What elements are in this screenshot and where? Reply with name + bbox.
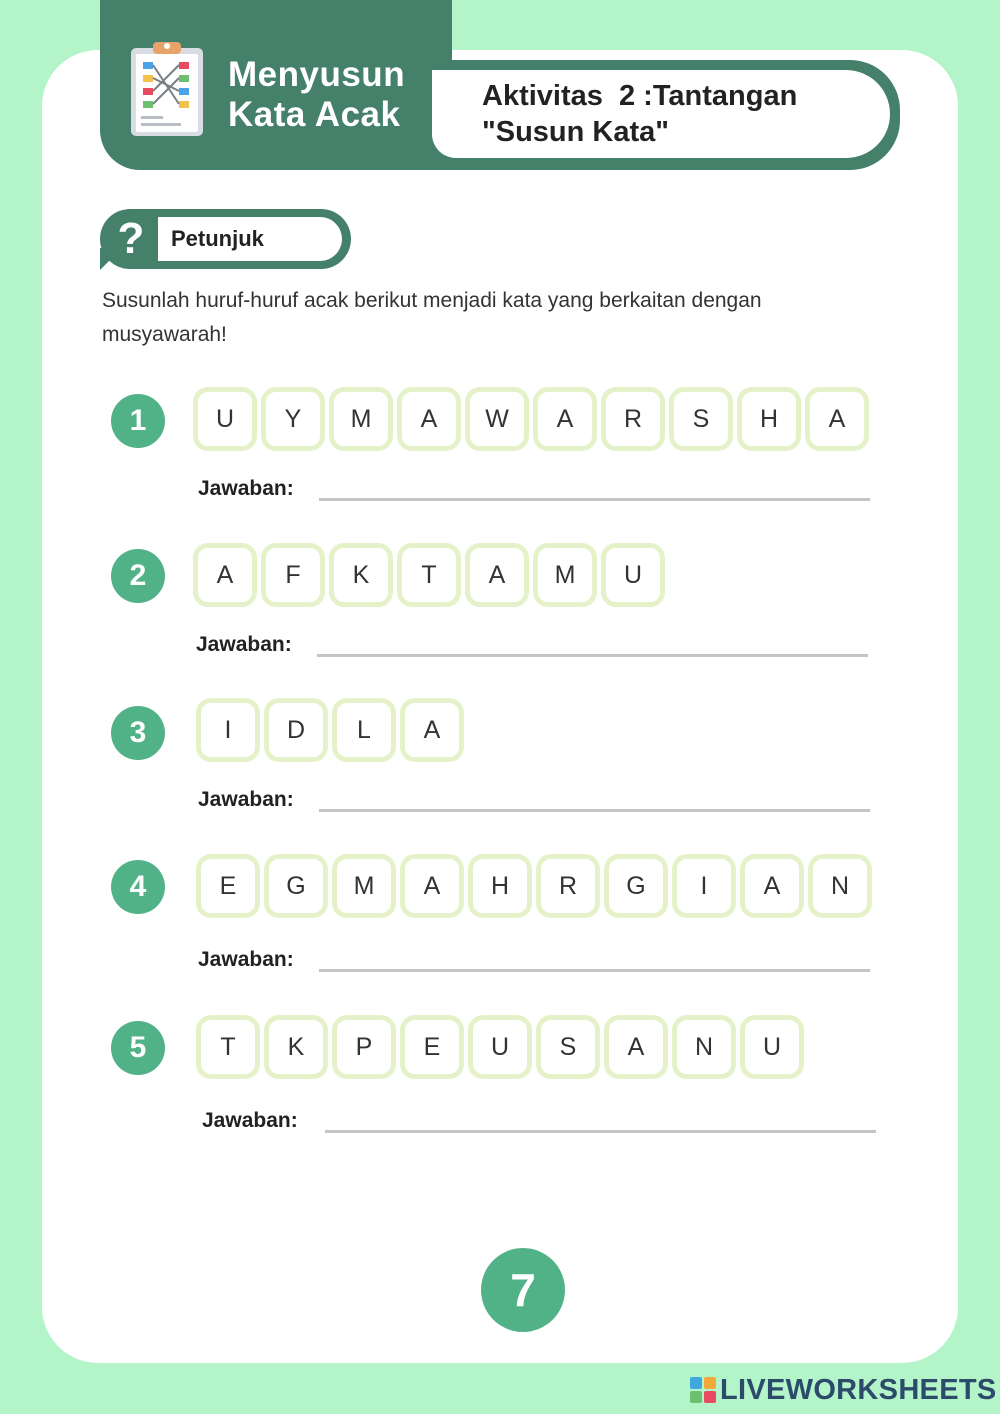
letter-tile[interactable]: W xyxy=(465,387,529,451)
letter-tile[interactable]: U xyxy=(193,387,257,451)
letter-tile[interactable]: A xyxy=(400,698,464,762)
question-number: 1 xyxy=(111,394,165,448)
activity-line-2: "Susun Kata" xyxy=(482,116,670,148)
liveworksheets-logo-icon xyxy=(690,1377,716,1403)
question-number: 4 xyxy=(111,860,165,914)
page-number: 7 xyxy=(481,1248,565,1332)
answer-label: Jawaban: xyxy=(198,948,294,971)
question-number: 3 xyxy=(111,706,165,760)
letter-tile[interactable]: U xyxy=(601,543,665,607)
activity-title xyxy=(482,78,797,150)
title-line-1: Menyusun xyxy=(228,55,406,94)
title-line-2: Kata Acak xyxy=(228,95,401,134)
letter-tile[interactable]: N xyxy=(808,854,872,918)
answer-label: Jawaban: xyxy=(198,788,294,811)
instructions-label: Petunjuk xyxy=(171,226,264,251)
letter-tile[interactable]: M xyxy=(332,854,396,918)
letter-tile[interactable]: G xyxy=(604,854,668,918)
letter-tile[interactable]: I xyxy=(196,698,260,762)
letter-tile[interactable]: A xyxy=(400,854,464,918)
activity-line-1: Aktivitas 2 :Tantangan xyxy=(482,80,798,112)
letter-tile[interactable]: S xyxy=(669,387,733,451)
page-title xyxy=(228,55,405,135)
letter-tile[interactable]: A xyxy=(533,387,597,451)
answer-field[interactable] xyxy=(325,1130,876,1133)
letter-tile[interactable]: A xyxy=(805,387,869,451)
question-icon: ? xyxy=(117,214,145,263)
letter-tile[interactable]: I xyxy=(672,854,736,918)
letter-tile[interactable]: S xyxy=(536,1015,600,1079)
letter-tile[interactable]: R xyxy=(601,387,665,451)
answer-field[interactable] xyxy=(319,969,870,972)
answer-field[interactable] xyxy=(319,809,870,812)
letter-tile[interactable]: U xyxy=(740,1015,804,1079)
letter-tile[interactable]: E xyxy=(196,854,260,918)
letter-tile[interactable]: T xyxy=(196,1015,260,1079)
letter-tile[interactable]: R xyxy=(536,854,600,918)
letter-tile[interactable]: K xyxy=(329,543,393,607)
letter-tile[interactable]: A xyxy=(193,543,257,607)
letter-tile[interactable]: A xyxy=(465,543,529,607)
letter-tile[interactable]: N xyxy=(672,1015,736,1079)
letter-tile[interactable]: A xyxy=(604,1015,668,1079)
letter-tile[interactable]: E xyxy=(400,1015,464,1079)
letter-tile[interactable]: L xyxy=(332,698,396,762)
letter-tile[interactable]: H xyxy=(468,854,532,918)
letter-tiles xyxy=(196,698,464,762)
answer-field[interactable] xyxy=(317,654,868,657)
letter-tile[interactable]: A xyxy=(740,854,804,918)
letter-tile[interactable]: M xyxy=(329,387,393,451)
letter-tile[interactable]: T xyxy=(397,543,461,607)
letter-tile[interactable]: A xyxy=(397,387,461,451)
clipboard-icon xyxy=(127,40,207,138)
letter-tile[interactable]: Y xyxy=(261,387,325,451)
letter-tiles xyxy=(193,387,869,451)
liveworksheets-wordmark: LIVEWORKSHEETS xyxy=(720,1373,997,1406)
liveworksheets-branding[interactable] xyxy=(690,1374,997,1406)
letter-tile[interactable]: K xyxy=(264,1015,328,1079)
letter-tiles xyxy=(193,543,665,607)
letter-tiles xyxy=(196,854,872,918)
letter-tile[interactable]: F xyxy=(261,543,325,607)
letter-tile[interactable]: M xyxy=(533,543,597,607)
question-number: 5 xyxy=(111,1021,165,1075)
answer-label: Jawaban: xyxy=(198,477,294,500)
answer-label: Jawaban: xyxy=(196,633,292,656)
letter-tile[interactable]: P xyxy=(332,1015,396,1079)
question-number: 2 xyxy=(111,549,165,603)
answer-label: Jawaban: xyxy=(202,1109,298,1132)
letter-tile[interactable]: G xyxy=(264,854,328,918)
answer-field[interactable] xyxy=(319,498,870,501)
instructions-text: Susunlah huruf-huruf acak berikut menjadi kata yang berkaitan dengan musyawarah! xyxy=(102,289,762,346)
letter-tile[interactable]: D xyxy=(264,698,328,762)
letter-tiles xyxy=(196,1015,804,1079)
letter-tile[interactable]: H xyxy=(737,387,801,451)
letter-tile[interactable]: U xyxy=(468,1015,532,1079)
